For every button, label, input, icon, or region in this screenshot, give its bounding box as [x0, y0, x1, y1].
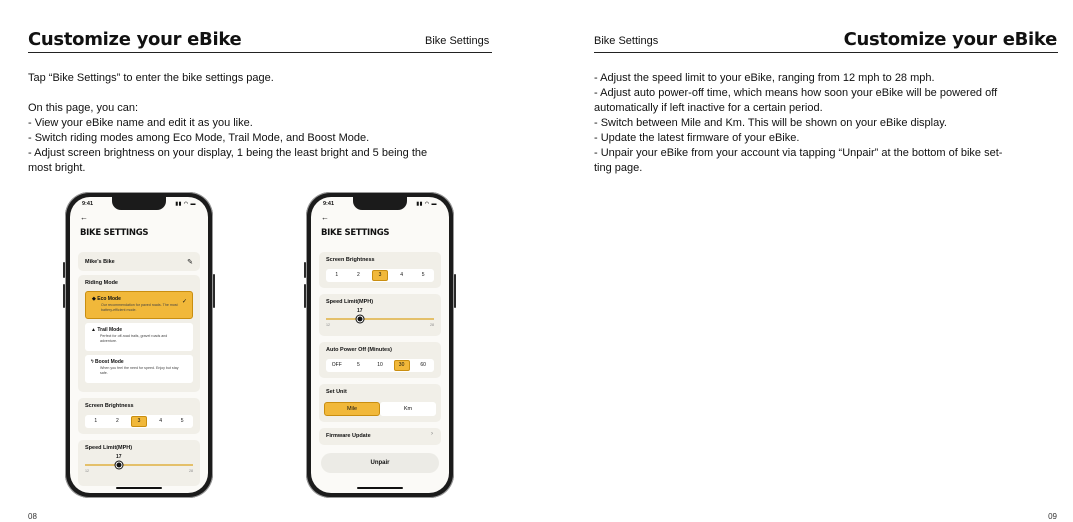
brightness-option[interactable]: 4	[159, 418, 162, 424]
status-icons: ▮▮ ◠ ▬	[175, 201, 196, 207]
mode-title: ◆ Eco Mode	[92, 296, 121, 302]
power-off-option[interactable]: 60	[420, 362, 426, 368]
brightness-option-selected[interactable]: 3	[131, 416, 147, 427]
bullet-line: automatically if left inactive for a certain period.	[594, 102, 823, 114]
chevron-right-icon: ›	[431, 431, 433, 437]
right-page	[537, 0, 1073, 522]
slider-max: 28	[189, 469, 193, 473]
brightness-label: Screen Brightness	[85, 403, 134, 409]
lightning-icon: ϟ	[91, 359, 94, 365]
phone-mockup-2	[306, 192, 454, 498]
riding-mode-label: Riding Mode	[85, 280, 118, 286]
slider-min: 12	[326, 323, 330, 327]
power-off-option[interactable]: 5	[357, 362, 360, 368]
side-button	[213, 274, 215, 308]
left-page	[0, 0, 536, 522]
intro-text: Tap “Bike Settings” to enter the bike settings page.	[28, 72, 274, 84]
unit-mile-button[interactable]: Mile	[324, 402, 380, 416]
bullet-line: - Adjust auto power-off time, which means how soon your eBike will be powered off	[594, 87, 998, 99]
power-off-option[interactable]: 10	[377, 362, 383, 368]
speed-value: 17	[115, 454, 122, 460]
mode-title: ϟ Boost Mode	[91, 359, 124, 365]
bullet-line: - View your eBike name and edit it as you like.	[28, 117, 253, 129]
bullet-line: - Switch between Mile and Km. This will be shown on your eBike display.	[594, 117, 947, 129]
bullet-line: - Switch riding modes among Eco Mode, Trail Mode, and Boost Mode.	[28, 132, 370, 144]
section-label: Bike Settings	[425, 35, 490, 47]
bullet-line: - Unpair your eBike from your account via tapping “Unpair” at the bottom of bike set-	[594, 147, 1003, 159]
set-unit-label: Set Unit	[326, 389, 347, 395]
screen-title: BIKE SETTINGS	[321, 228, 390, 238]
brightness-option[interactable]: 5	[421, 272, 425, 278]
mode-title: ▲ Trail Mode	[91, 327, 123, 333]
mode-description: When you feel the need for speed. Enjoy but stay safe.	[100, 366, 179, 375]
header-rule	[28, 52, 492, 53]
page-title: Customize your eBike	[28, 29, 242, 50]
slider-knob[interactable]	[356, 316, 363, 323]
page-number: 09	[1048, 512, 1057, 521]
brightness-label: Screen Brightness	[326, 257, 375, 263]
side-button	[454, 274, 456, 308]
phone-mockup-1	[65, 192, 213, 498]
bullet-line: - Adjust screen brightness on your display, 1 being the least bright and 5 being the	[28, 147, 428, 159]
mode-description: Perfect for off-road trails, gravel roads and adventure.	[100, 334, 168, 343]
status-time: 9:41	[323, 201, 335, 207]
status-icons: ▮▮ ◠ ▬	[416, 201, 437, 207]
speed-limit-label: Speed Limit(MPH)	[326, 299, 374, 305]
brightness-selector	[326, 269, 434, 282]
speed-limit-card	[319, 294, 441, 336]
slider-max: 28	[430, 323, 434, 327]
bullet-line: most bright.	[28, 162, 86, 174]
status-time: 9:41	[82, 201, 94, 207]
lead-text: On this page, you can:	[28, 102, 139, 114]
slider-min: 12	[85, 469, 89, 473]
brightness-option[interactable]: 2	[357, 272, 360, 278]
brightness-card	[319, 252, 441, 288]
slider-track	[85, 464, 193, 466]
notch	[353, 197, 407, 210]
phone-screen	[311, 197, 449, 493]
right-body	[594, 71, 1064, 176]
unpair-button[interactable]: Unpair	[321, 453, 439, 473]
home-indicator	[357, 487, 403, 489]
speed-limit-card	[78, 440, 200, 486]
bullet-line: - Adjust the speed limit to your eBike, ranging from 12 mph to 28 mph.	[594, 72, 935, 84]
speed-limit-label: Speed Limit(MPH)	[85, 445, 133, 451]
auto-power-off-card	[319, 342, 441, 378]
back-arrow-icon[interactable]: ←	[80, 213, 88, 222]
bike-name-card[interactable]	[78, 252, 200, 271]
notch	[112, 197, 166, 210]
side-button	[63, 262, 65, 278]
check-icon: ✓	[181, 299, 187, 305]
page-number: 08	[28, 512, 37, 521]
bike-name: Mike's Bike	[85, 259, 115, 265]
brightness-option[interactable]: 5	[180, 418, 184, 424]
bullet-line: ting page.	[594, 162, 643, 174]
mode-option-trail[interactable]	[85, 323, 193, 351]
power-off-option-selected[interactable]: 30	[394, 360, 410, 371]
speed-slider[interactable]	[78, 440, 200, 486]
brightness-option[interactable]: 4	[400, 272, 403, 278]
firmware-update-row[interactable]	[319, 428, 441, 445]
firmware-update-label: Firmware Update	[326, 433, 371, 439]
brightness-card	[78, 398, 200, 434]
power-off-selector	[326, 359, 434, 372]
leaf-icon: ◆	[92, 296, 96, 302]
brightness-option[interactable]: 1	[335, 272, 339, 278]
brightness-option-selected[interactable]: 3	[372, 270, 388, 281]
speed-slider[interactable]	[319, 294, 441, 336]
screen-title: BIKE SETTINGS	[80, 228, 149, 238]
slider-knob[interactable]	[115, 462, 122, 469]
set-unit-card	[319, 384, 441, 422]
side-button	[304, 262, 306, 278]
auto-power-off-label: Auto Power Off (Minutes)	[326, 347, 392, 353]
mode-option-boost[interactable]	[85, 355, 193, 383]
power-off-option[interactable]: OFF	[331, 362, 342, 368]
mode-description: Our recommendation for paved roads. The most battery-efficient mode.	[101, 303, 178, 312]
brightness-option[interactable]: 1	[94, 418, 98, 424]
side-button	[304, 284, 306, 308]
header-rule	[594, 52, 1058, 53]
speed-value: 17	[356, 308, 363, 314]
pencil-icon[interactable]: ✎	[187, 259, 193, 266]
brightness-option[interactable]: 2	[116, 418, 119, 424]
riding-mode-card	[78, 275, 200, 392]
side-button	[63, 284, 65, 308]
mode-option-eco[interactable]	[85, 291, 193, 319]
brightness-selector	[85, 415, 193, 428]
bullet-line: - Update the latest firmware of your eBike.	[594, 132, 800, 144]
unit-km-button[interactable]: Km	[380, 402, 436, 416]
mountain-icon: ▲	[91, 327, 96, 333]
back-arrow-icon[interactable]: ←	[321, 213, 329, 222]
section-label: Bike Settings	[594, 35, 659, 47]
left-body	[28, 71, 498, 176]
phone-screen	[70, 197, 208, 493]
slider-track	[326, 318, 434, 320]
page-title: Customize your eBike	[843, 29, 1057, 50]
home-indicator	[116, 487, 162, 489]
